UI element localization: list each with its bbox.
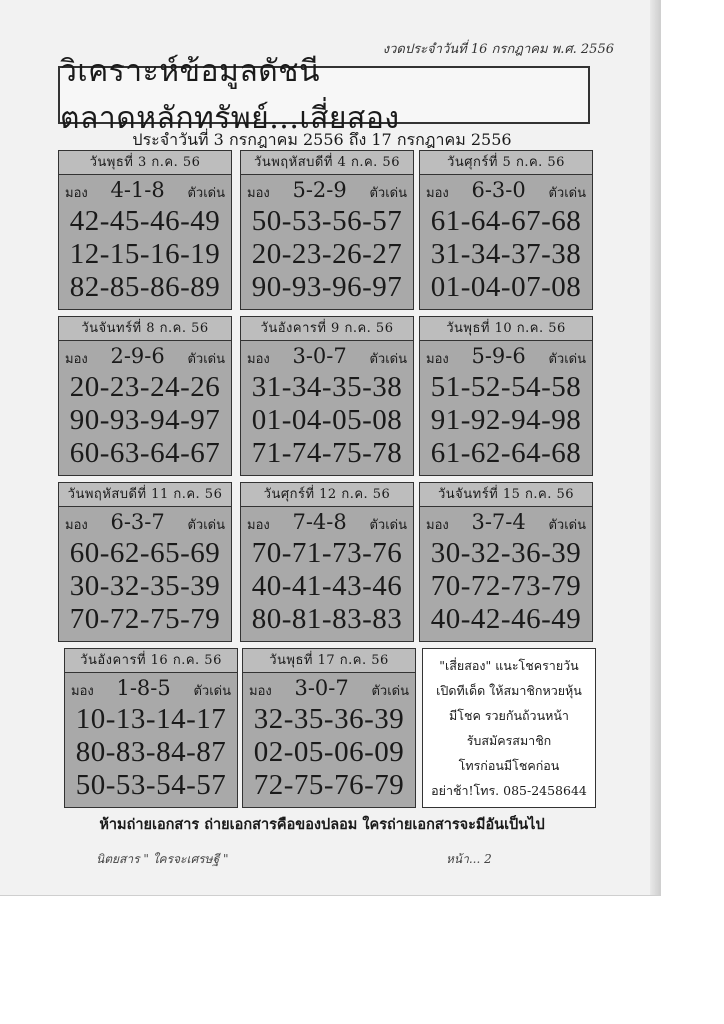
panel-date: วันศุกร์ที่ 12 ก.ค. 56 (241, 483, 413, 507)
number-row: 20-23-26-27 (251, 238, 403, 270)
main-pick-number: 4-1-8 (110, 178, 165, 202)
main-pick-number: 5-9-6 (471, 344, 526, 368)
main-pick-row (243, 673, 415, 703)
panel-date: วันจันทร์ที่ 15 ก.ค. 56 (420, 483, 592, 507)
number-row: 30-32-36-39 (430, 537, 582, 569)
number-row: 50-53-56-57 (251, 205, 403, 237)
number-row: 31-34-35-38 (251, 371, 403, 403)
main-pick-number: 5-2-9 (292, 178, 347, 202)
main-pick-label: มอง (426, 352, 449, 367)
copy-warning: ห้ามถ่ายเอกสาร ถ่ายเอกสารคือของปลอม ใครถ่ายเอกสารจะมีอันเป็นไป (99, 817, 545, 833)
footer-magazine: นิตยสาร " ใครจะเศรษฐี " (96, 852, 229, 866)
number-row: 70-71-73-76 (251, 537, 403, 569)
main-pick-tail: ตัวเด่น (369, 352, 407, 367)
main-pick-label: มอง (247, 518, 270, 533)
main-pick-row (59, 341, 231, 371)
promo-line: โทรก่อนมีโชคก่อน (458, 758, 560, 773)
title-box (58, 54, 590, 136)
footer-page-number: หน้า... 2 (446, 852, 492, 866)
main-pick-number: 3-0-7 (294, 676, 349, 700)
number-row: 20-23-24-26 (69, 371, 221, 403)
day-panel (240, 150, 414, 310)
number-row: 91-92-94-98 (430, 404, 582, 436)
issue-date-note: งวดประจำวันที่ 16 กรกฎาคม พ.ศ. 2556 (382, 42, 614, 57)
main-pick-label: มอง (426, 186, 449, 201)
main-pick-number: 6-3-7 (110, 510, 165, 534)
number-row: 40-41-43-46 (251, 570, 403, 602)
number-row: 51-52-54-58 (430, 371, 582, 403)
main-pick-label: มอง (65, 352, 88, 367)
day-panel (419, 316, 593, 476)
day-panel (58, 482, 232, 642)
main-pick-number: 7-4-8 (292, 510, 347, 534)
number-row: 01-04-05-08 (251, 404, 403, 436)
main-pick-tail: ตัวเด่น (369, 186, 407, 201)
main-pick-tail: ตัวเด่น (187, 518, 225, 533)
main-pick-row (59, 507, 231, 537)
page-title: วิเคราะห์ข้อมูลดัชนีตลาดหลักทรัพย์...เสี่ยสอง (60, 54, 400, 136)
day-panel (240, 482, 414, 642)
number-row: 80-81-83-83 (251, 603, 403, 635)
page-edge-shadow (650, 0, 660, 895)
number-row: 01-04-07-08 (430, 271, 582, 303)
number-row: 72-75-76-79 (253, 769, 405, 801)
number-row: 02-05-06-09 (253, 736, 405, 768)
main-pick-label: มอง (249, 684, 272, 699)
number-row: 32-35-36-39 (253, 703, 405, 735)
main-pick-tail: ตัวเด่น (187, 352, 225, 367)
date-range-subtitle: ประจำวันที่ 3 กรกฎาคม 2556 ถึง 17 กรกฎาคม 2556 (132, 130, 512, 149)
main-pick-number: 2-9-6 (110, 344, 165, 368)
main-pick-label: มอง (71, 684, 94, 699)
number-row: 31-34-37-38 (430, 238, 582, 270)
promo-line: รับสมัครสมาชิก (466, 733, 552, 748)
day-panel (419, 482, 593, 642)
number-row: 42-45-46-49 (69, 205, 221, 237)
main-pick-tail: ตัวเด่น (193, 684, 231, 699)
panel-date: วันพฤหัสบดีที่ 4 ก.ค. 56 (241, 151, 413, 175)
number-row: 71-74-75-78 (251, 437, 403, 469)
number-row: 60-62-65-69 (69, 537, 221, 569)
day-panel (419, 150, 593, 310)
main-pick-tail: ตัวเด่น (371, 684, 409, 699)
panel-date: วันพฤหัสบดีที่ 11 ก.ค. 56 (59, 483, 231, 507)
main-pick-row (241, 507, 413, 537)
number-row: 70-72-75-79 (69, 603, 221, 635)
day-panel (242, 648, 416, 808)
main-pick-label: มอง (247, 352, 270, 367)
number-row: 82-85-86-89 (69, 271, 221, 303)
main-pick-row (241, 341, 413, 371)
main-pick-label: มอง (65, 186, 88, 201)
main-pick-tail: ตัวเด่น (548, 186, 586, 201)
day-panel (58, 316, 232, 476)
number-row: 40-42-46-49 (430, 603, 582, 635)
main-pick-row (420, 175, 592, 205)
analysis-grid (58, 150, 596, 810)
day-panel (58, 150, 232, 310)
number-row: 90-93-96-97 (251, 271, 403, 303)
main-pick-number: 1-8-5 (116, 676, 171, 700)
panel-date: วันศุกร์ที่ 5 ก.ค. 56 (420, 151, 592, 175)
main-pick-label: มอง (426, 518, 449, 533)
main-pick-row (420, 341, 592, 371)
main-pick-row (241, 175, 413, 205)
number-row: 61-62-64-68 (430, 437, 582, 469)
number-row: 60-63-64-67 (69, 437, 221, 469)
number-row: 50-53-54-57 (75, 769, 227, 801)
number-row: 61-64-67-68 (430, 205, 582, 237)
panel-date: วันพุธที่ 10 ก.ค. 56 (420, 317, 592, 341)
number-row: 12-15-16-19 (69, 238, 221, 270)
main-pick-number: 3-7-4 (471, 510, 526, 534)
promo-line: เปิดทีเด็ด ให้สมาชิกหวยหุ้น (436, 683, 582, 698)
number-row: 30-32-35-39 (69, 570, 221, 602)
panel-date: วันพุธที่ 17 ก.ค. 56 (243, 649, 415, 673)
promo-phone: อย่าช้า!โทร. 085-2458644 (431, 783, 587, 798)
main-pick-tail: ตัวเด่น (369, 518, 407, 533)
main-pick-row (420, 507, 592, 537)
main-pick-number: 3-0-7 (292, 344, 347, 368)
main-pick-tail: ตัวเด่น (187, 186, 225, 201)
panel-date: วันพุธที่ 3 ก.ค. 56 (59, 151, 231, 175)
main-pick-tail: ตัวเด่น (548, 518, 586, 533)
main-pick-row (65, 673, 237, 703)
panel-date: วันอังคารที่ 16 ก.ค. 56 (65, 649, 237, 673)
panel-date: วันจันทร์ที่ 8 ก.ค. 56 (59, 317, 231, 341)
day-panel (240, 316, 414, 476)
day-panel (64, 648, 238, 808)
number-row: 90-93-94-97 (69, 404, 221, 436)
panel-date: วันอังคารที่ 9 ก.ค. 56 (241, 317, 413, 341)
number-row: 70-72-73-79 (430, 570, 582, 602)
promo-box (422, 648, 596, 808)
promo-line: "เสี่ยสอง" แนะโชครายวัน (439, 658, 579, 673)
main-pick-label: มอง (65, 518, 88, 533)
main-pick-number: 6-3-0 (471, 178, 526, 202)
promo-line: มีโชค รวยกันถ้วนหน้า (449, 708, 569, 723)
main-pick-row (59, 175, 231, 205)
number-row: 10-13-14-17 (75, 703, 227, 735)
main-pick-tail: ตัวเด่น (548, 352, 586, 367)
main-pick-label: มอง (247, 186, 270, 201)
number-row: 80-83-84-87 (75, 736, 227, 768)
